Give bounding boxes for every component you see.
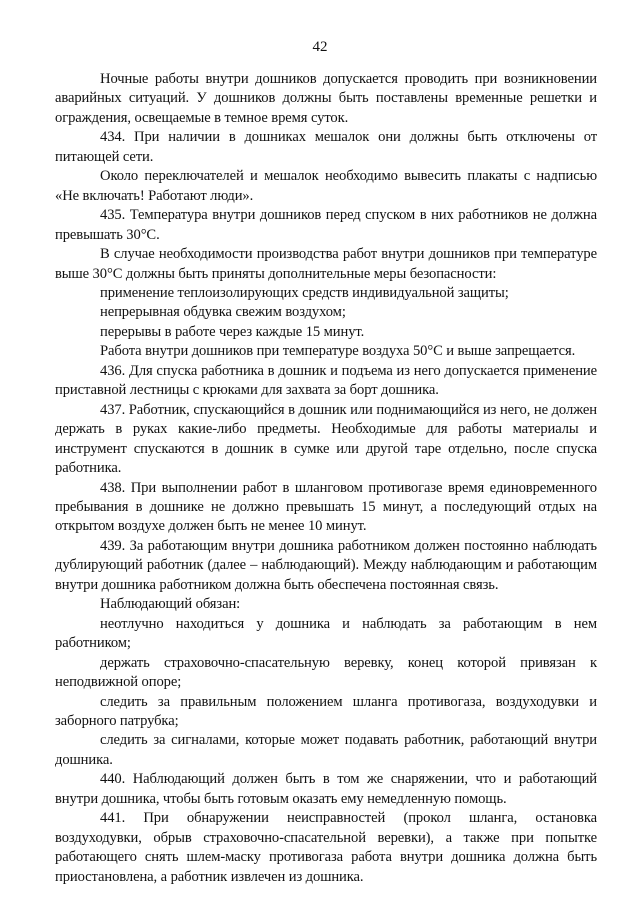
paragraph-extra-safety-measures: В случае необходимости производства работ внутри дошников при температуре выше 30°С должны быть приняты дополнительные меры безопасности:: [55, 246, 597, 282]
list-item-breaks: перерывы в работе через каждые 15 минут.: [100, 323, 365, 340]
list-item-watch-signals: следить за сигналами, которые может подавать работник, работающий внутри дошника.: [55, 732, 597, 768]
list-item-thermal-protection: применение теплоизолирующих средств индивидуальной защиты;: [100, 284, 509, 301]
paragraph-temperature-ban: Работа внутри дошников при температуре воздуха 50°С и выше запрещается.: [100, 343, 576, 360]
list-item-fresh-air: непрерывная обдувка свежим воздухом;: [100, 304, 346, 321]
document-body: [55, 70, 597, 887]
paragraph-437: 437. Работник, спускающийся в дошник или поднимающийся из него, не должен держать в руках какие-либо предметы. Необходимые для работы материалы и инструмент спускаются в дошник в сумке или другой таре отдельно, после спуска работника.: [55, 401, 597, 477]
paragraph-night-work: Ночные работы внутри дошников допускается проводить при возникновении аварийных ситуаций. У дошников должны быть поставлены временные решетки и ограждения, освещаемые в темное время суток.: [55, 71, 597, 126]
paragraph-warning-posters: Около переключателей и мешалок необходимо вывесить плакаты с надписью «Не включать! Работают люди».: [55, 168, 597, 204]
paragraph-440: 440. Наблюдающий должен быть в том же снаряжении, что и работающий внутри дошника, чтобы быть готовым оказать ему немедленную помощь.: [55, 771, 597, 807]
paragraph-438: 438. При выполнении работ в шланговом противогазе время единовременного пребывания в дошнике не должно превышать 15 минут, а последующий отдых на открытом воздухе должен быть не менее 10 минут.: [55, 479, 597, 535]
list-item-hold-rope: держать страховочно-спасательную веревку, конец которой привязан к неподвижной опоре;: [55, 654, 597, 691]
paragraph-434: 434. При наличии в дошниках мешалок они должны быть отключены от питающей сети.: [55, 129, 597, 165]
list-item-observe-worker: неотлучно находиться у дошника и наблюдать за работающим в нем работником;: [55, 615, 597, 652]
paragraph-441: 441. При обнаружении неисправностей (прокол шланга, остановка воздуходувки, обрыв страховочно-спасательной веревки), а также при попытке работающего снять шлем-маску противогаза работа внутри дошника должна быть приостановлена, а работник извлечен из дошника.: [55, 810, 597, 885]
page-number: 42: [312, 39, 328, 55]
list-item-watch-hose: следить за правильным положением шланга противогаза, воздуходувки и заборного патрубка;: [55, 693, 597, 729]
paragraph-observer-duties-heading: Наблюдающий обязан:: [100, 596, 241, 613]
paragraph-439: 439. За работающим внутри дошника работником должен постоянно наблюдать дублирующий работник (далее – наблюдающий). Между наблюдающим и работающим внутри дошника работником должна быть обеспечена постоянная связь.: [55, 537, 597, 593]
paragraph-436: 436. Для спуска работника в дошник и подъема из него допускается применение приставной лестницы с крюками для захвата за борт дошника.: [55, 362, 597, 399]
paragraph-435: 435. Температура внутри дошников перед спуском в них работников не должна превышать 30°С.: [55, 207, 597, 243]
